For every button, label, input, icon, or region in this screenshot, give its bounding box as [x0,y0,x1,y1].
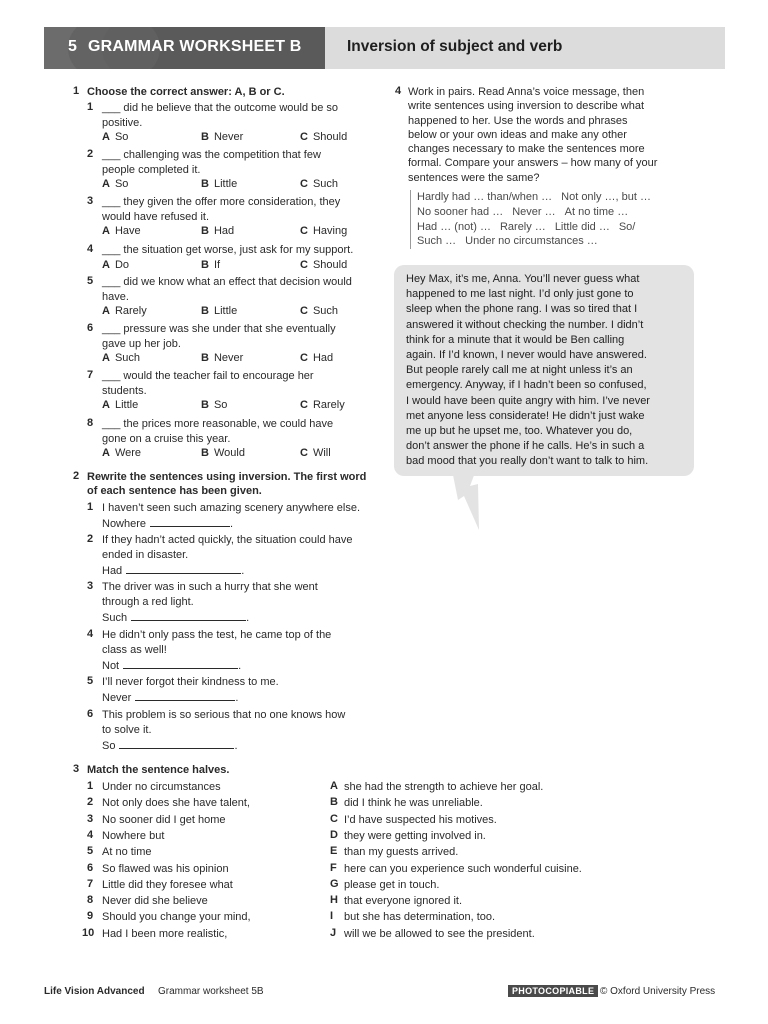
question-text: ___ did he believe that the outcome would be so [102,102,339,114]
question-number: 7 [87,369,94,381]
section-3-title: Match the sentence halves. [87,764,230,776]
instruction-line: below or your own ideas and make any other [408,128,627,141]
phrase-item: Little did … [554,220,610,233]
match-left-text: At no time [102,846,152,859]
option-text: Will [312,447,331,459]
option-a[interactable] [102,225,141,237]
question-text: ___ challenging was the competition that few [102,149,321,161]
phrase-item: Hardly had … than/when … [417,191,553,203]
phrase-item: Had … (not) … [417,220,491,233]
option-letter: C [300,259,308,271]
section-1-number: 1 [73,85,80,97]
question-text: He didn’t only pass the test, he came top of the [102,629,332,641]
message-line: met anyone less considerate! He didn’t just wake [406,409,645,422]
voice-message-text [406,272,688,470]
option-letter: B [201,305,209,317]
period: . [246,612,250,624]
option-letter: A [102,399,110,411]
option-a[interactable] [102,447,141,459]
answer-line [102,517,233,532]
answer-blank[interactable] [119,739,234,749]
option-c[interactable] [300,178,338,190]
match-right-letter: A [330,780,338,792]
option-c[interactable] [300,131,347,143]
question-number: 5 [87,675,94,687]
option-letter: B [201,352,209,364]
message-line: sleep when the phone rang. I was so tired that I [406,303,638,316]
match-right-text: please get in touch. [344,878,440,891]
option-text: Such [312,178,339,190]
match-right-text: did I think he was unreliable. [344,797,483,810]
option-letter: A [102,178,110,190]
question-number: 6 [87,708,94,720]
option-text: Rarely [312,399,345,411]
option-letter: A [102,352,110,364]
match-right-text: I’d have suspected his motives. [344,813,497,826]
section-2-number: 2 [73,470,80,482]
option-text: Would [213,447,245,459]
answer-line [102,564,244,579]
question-text: people completed it. [102,163,201,176]
option-text: Should [312,259,348,271]
question-text: The driver was in such a hurry that she went [102,581,318,593]
phrase-item: No sooner had … [417,205,504,218]
option-text: Were [114,447,142,459]
match-right-text: she had the strength to achieve her goal. [344,781,544,793]
question-text: ___ did we know what an effect that decision would [102,276,352,288]
answer-start-word: Never [102,692,132,704]
question-text: gave up her job. [102,337,181,350]
option-letter: B [201,178,209,190]
option-letter: C [300,447,308,459]
phrase-item: At no time … [564,205,629,218]
period: . [230,518,234,530]
option-a[interactable] [102,259,129,271]
match-left-text: Should you change your mind, [102,911,251,924]
option-letter: C [300,178,308,190]
message-line: happened to me last night. I’d only just gone to [406,288,634,301]
option-text: Never [213,352,244,364]
period: . [241,565,245,577]
footer-sheet-name: Grammar worksheet 5B [158,986,264,997]
option-c[interactable] [300,352,333,364]
option-text: Have [114,225,141,237]
match-right-letter: G [330,877,339,890]
option-letter: C [300,352,308,364]
question-number: 3 [87,580,94,592]
match-right-letter: D [330,828,338,841]
option-text: Little [114,399,139,411]
question-text: would have refused it. [102,210,210,223]
match-left-text: Never did she believe [102,895,208,908]
phrase-row [417,190,700,205]
question-text: to solve it. [102,723,152,736]
option-a[interactable] [102,305,147,317]
message-line: emergency. Anyway, if I hadn’t been so confused, [406,379,647,392]
question-text: have. [102,290,129,303]
option-letter: A [102,131,110,143]
match-right-text: here can you experience such wonderful cuisine. [344,862,582,875]
option-c[interactable] [300,225,347,237]
message-line: bad mood that you really don’t want to talk to him. [406,455,649,468]
footer-brand: Life Vision Advanced [44,986,145,997]
match-right-letter: E [330,845,338,858]
message-line: me up but he upset me, too. Whatever you do, [406,425,633,438]
question-number: 4 [87,628,94,640]
answer-start-word: Not [102,660,120,672]
answer-start-word: Such [102,612,128,624]
section-2-title: of each sentence has been given. [87,485,262,497]
match-left-text: So flawed was his opinion [102,862,229,875]
section-4-instructions [408,85,698,185]
option-text: Should [312,131,348,143]
match-left-text: No sooner did I get home [102,813,226,826]
match-right-text: will we be allowed to see the president. [344,927,535,940]
match-right-text: that everyone ignored it. [344,895,463,908]
option-letter: B [201,447,209,459]
phrase-row [417,220,700,235]
match-right-letter: H [330,894,338,907]
option-text: So [114,131,129,143]
match-left-text: Had I been more realistic, [102,927,228,940]
option-a[interactable] [102,131,128,143]
question-text: positive. [102,116,143,129]
option-letter: A [102,447,110,459]
question-number: 3 [87,195,94,207]
answer-blank[interactable] [126,564,241,574]
option-a[interactable] [102,352,140,364]
option-text: Had [312,352,334,364]
option-letter: C [300,399,308,411]
match-left-text: Nowhere but [102,829,165,842]
match-right-text: they were getting involved in. [344,829,486,842]
question-text: ___ pressure was she under that she eventually [102,323,336,335]
option-text: Such [312,305,339,317]
phrase-item: Such … [417,235,457,248]
option-text: If [213,259,221,271]
match-left-number: 10 [82,926,95,939]
match-left-number: 4 [87,828,94,841]
option-text: So [114,178,129,190]
option-letter: A [102,259,110,271]
option-letter: C [300,225,308,237]
question-number: 8 [87,417,94,429]
footer-publisher: © Oxford University Press [600,986,716,997]
question-text: ended in disaster. [102,548,189,561]
option-text: Having [312,225,348,237]
question-text: ___ the situation get worse, just ask for my support. [102,244,354,256]
option-letter: A [102,305,110,317]
answer-blank[interactable] [135,691,235,701]
option-b[interactable] [201,131,243,143]
question-text: through a red light. [102,595,194,608]
option-letter: C [300,305,308,317]
answer-line [102,691,238,706]
header-subtitle-bar [325,27,725,69]
option-b[interactable] [201,259,220,271]
option-c[interactable] [300,305,338,317]
option-text: Rarely [114,305,147,317]
match-left-number: 6 [87,861,94,874]
option-b[interactable] [201,225,234,237]
phrase-item: Rarely … [499,220,546,233]
answer-start-word: So [102,740,116,752]
header-title-bar [44,27,325,69]
answer-line [102,739,238,754]
match-left-number: 7 [87,877,94,890]
instruction-line: sentences were the same? [408,171,540,184]
option-text: Never [213,131,244,143]
match-right-letter: F [330,861,337,874]
section-3-number: 3 [73,763,80,775]
option-letter: B [201,131,209,143]
message-line: Hey Max, it’s me, Anna. You’ll never guess what [406,273,640,285]
period: . [234,740,238,752]
option-b[interactable] [201,178,237,190]
answer-start-word: Nowhere [102,518,147,530]
answer-blank[interactable] [123,659,238,669]
option-a[interactable] [102,399,138,411]
option-c[interactable] [300,447,331,459]
section-1-title: Choose the correct answer: A, B or C. [87,86,285,98]
phrase-box [410,190,700,249]
instruction-line: Work in pairs. Read Anna’s voice message, then [408,86,645,98]
match-left-number: 5 [87,845,94,858]
message-line: But people rarely call me at night unless it’s an [406,364,633,377]
answer-line [102,611,249,626]
match-right-letter: B [330,796,338,809]
question-text: I’ll never forgot their kindness to me. [102,676,279,688]
worksheet-title: GRAMMAR WORKSHEET B [88,38,302,55]
phrase-item: So/ [618,220,636,233]
period: . [235,692,239,704]
match-right-text: but she has determination, too. [344,911,496,924]
match-right-letter: J [330,926,337,939]
option-text: Little [213,178,238,190]
question-text: ___ the prices more reasonable, we could have [102,418,334,430]
question-number: 1 [87,101,94,113]
question-number: 5 [87,275,94,287]
question-number: 2 [87,148,94,160]
question-text: If they hadn’t acted quickly, the situation could have [102,534,353,546]
option-b[interactable] [201,352,243,364]
question-text: I haven’t seen such amazing scenery anywhere else. [102,502,361,514]
match-left-number: 8 [87,894,94,907]
section-4-number: 4 [395,85,402,97]
phrase-item: Never … [512,205,556,218]
message-line: don’t answer the phone if he calls. He’s in such a [406,440,645,453]
question-text: gone on a cruise this year. [102,432,231,445]
instruction-line: formal. Compare your answers – how many of your [408,157,658,170]
answer-blank[interactable] [131,611,246,621]
match-right-letter: I [330,910,334,923]
message-line: answered it without checking the number. I didn’t [406,318,644,331]
option-text: Little [213,305,238,317]
question-number: 6 [87,322,94,334]
question-number: 4 [87,243,94,255]
question-text: ___ would the teacher fail to encourage her [102,370,314,382]
match-left-number: 2 [87,796,94,809]
match-right-letter: C [330,812,338,825]
option-letter: B [201,259,209,271]
photocopiable-badge: PHOTOCOPIABLE [508,985,598,997]
answer-line [102,659,241,674]
option-letter: A [102,225,110,237]
worksheet-number: 5 [68,38,77,55]
option-letter: B [201,399,209,411]
worksheet-subtitle: Inversion of subject and verb [347,38,563,55]
match-left-number: 1 [87,780,94,792]
option-c[interactable] [300,399,345,411]
question-text: students. [102,384,147,397]
option-b[interactable] [201,399,227,411]
option-text: So [213,399,228,411]
message-line: again. If I’d known, I never would have answered. [406,349,647,362]
option-a[interactable] [102,178,128,190]
match-left-number: 3 [87,812,94,825]
question-number: 2 [87,533,94,545]
speech-bubble-tail [450,470,490,532]
phrase-item: Not only …, but … [561,191,652,203]
match-left-text: Not only does she have talent, [102,797,250,810]
question-number: 1 [87,501,94,513]
option-b[interactable] [201,305,237,317]
instruction-line: changes necessary to make the sentences more [408,143,645,156]
option-b[interactable] [201,447,245,459]
option-text: Such [114,352,141,364]
option-text: Do [114,259,130,271]
question-text: This problem is so serious that no one knows how [102,709,346,721]
message-line: I would have been quite angry with him. I’ve never [406,394,650,407]
option-letter: B [201,225,209,237]
match-left-text: Under no circumstances [102,781,221,793]
option-letter: C [300,131,308,143]
question-text: ___ they given the offer more consideration, they [102,196,341,208]
instruction-line: happened to her. Use the words and phrases [408,114,628,127]
match-right-text: than my guests arrived. [344,846,459,859]
phrase-item: Under no circumstances … [465,235,598,248]
option-c[interactable] [300,259,347,271]
phrase-row [417,205,700,220]
match-left-number: 9 [87,910,94,923]
answer-start-word: Had [102,565,123,577]
answer-blank[interactable] [150,517,230,527]
period: . [238,660,242,672]
message-line: think for a minute that it would be Ben calling [406,333,625,346]
phrase-row [417,234,700,249]
match-left-text: Little did they foresee what [102,878,233,891]
option-text: Had [213,225,235,237]
section-2-title: Rewrite the sentences using inversion. The first word [87,471,367,483]
instruction-line: write sentences using inversion to describe what [408,100,645,113]
question-text: class as well! [102,643,167,656]
